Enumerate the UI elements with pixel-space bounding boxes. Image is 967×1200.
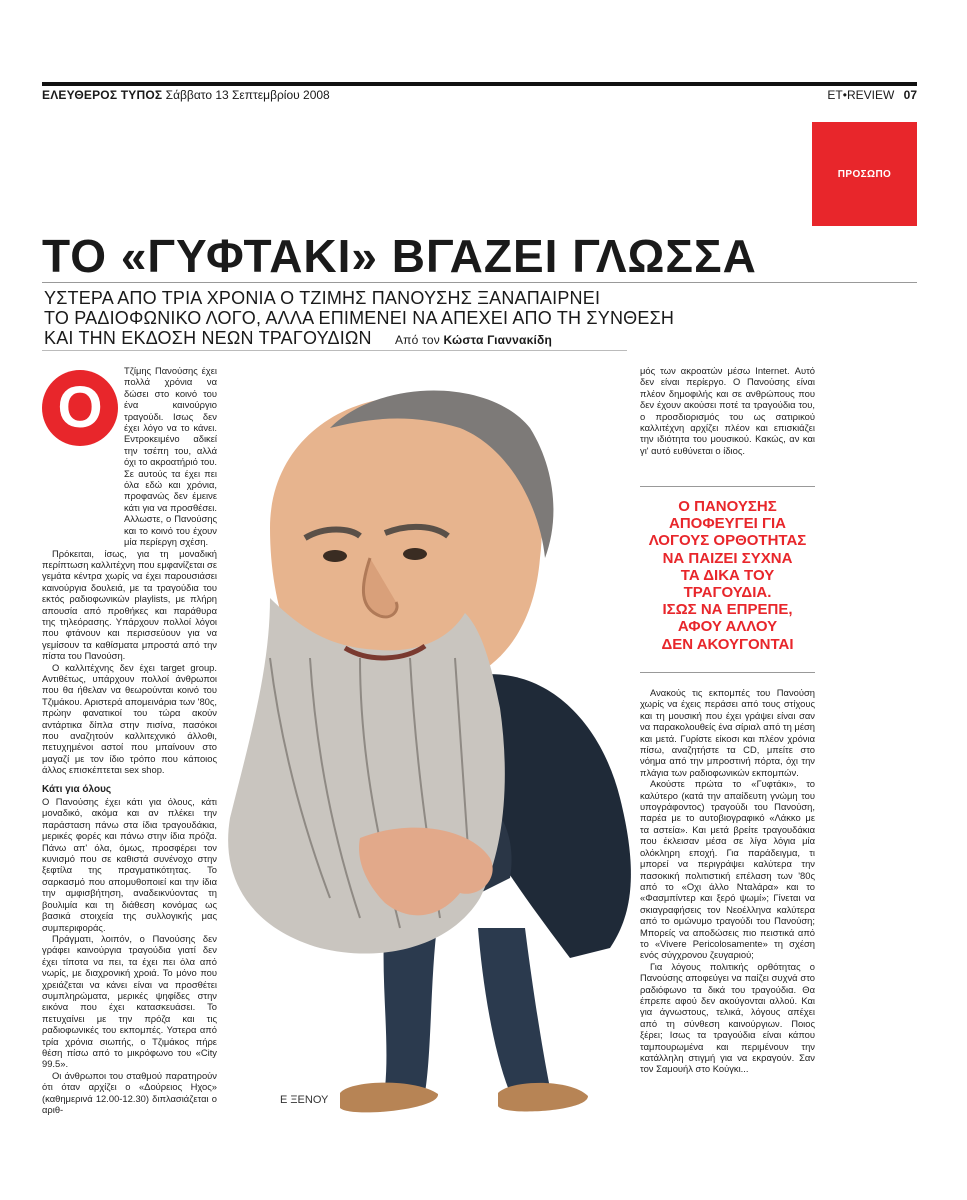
eye: [403, 548, 427, 560]
right-sandal: [498, 1083, 588, 1112]
paragraph: μός των ακροατών μέσω Internet. Αυτό δεν είναι περίεργο. Ο Πανούσης είναι πλέον δημοφιλής και σε ανθρώπους που δεν έχουν ακούσει ποτέ τα τραγούδια του, ο προσδιορισμός του ως σατιρικού καλλιτέχνη αρχίζει πλέον και επισκιάζει την ιδιότητα του μουσικού. Κακώς, αν και γι' αυτό ευθύνεται ο ίδιος.: [640, 365, 815, 456]
pull-quote-line: ΑΦΟΥ ΑΛΛΟΥ: [677, 618, 778, 636]
right-leg: [478, 928, 550, 1093]
paragraph: Ο καλλιτέχνης δεν έχει target group. Αντιθέτως, υπάρχουν πολλοί άνθρωποι που θα ήθελαν να θεωρούνται κοινό του Τζιμάκου. Αριστερά απομεινάρια των '80ς, πρώην φανατικοί του τώρα ακούν αντάρτικα δίπλα στην πισίνα, πασόκοι που αναζητούν καλλιτεχνικό άλλοθι, πετυχημένοι αστοί που μπαίνουν στο μαγαζί με τον ίδιο τρόπο που κάποιος άλλος επισκέπτεται sex shop.: [42, 661, 217, 776]
pull-quote-line: Ο ΠΑΝΟΥΣΗΣ: [678, 498, 777, 515]
page-number: 07: [903, 88, 917, 102]
byline: [395, 333, 552, 347]
headline: ΤΟ «ΓΥΦΤΑΚΙ» ΒΓΑΖΕΙ ΓΛΩΣΣΑ: [42, 230, 757, 282]
pull-quote-line: ΑΠΟΦΕΥΓΕΙ ΓΙΑ: [668, 515, 787, 533]
dropcap-letter: Ο: [57, 375, 103, 440]
section-header: [827, 88, 917, 102]
pull-quote-line: ΔΕΝ ΑΚΟΥΓΟΝΤΑΙ: [661, 635, 794, 653]
paragraph: Πρόκειται, ίσως, για τη μοναδική περίπτωση καλλιτέχνη που εμφανίζεται σε γεμάτα κέντρα χωρίς να έχει παρουσιάσει καινούργια δουλειά, με τα τραγούδια του εκτός ραδιοφωνικών playlists, με πλήρη απουσία από προθήκες και παράθυρα της τηλεόρασης. Υπάρχουν πολλοί λόγοι που φτάνουν και περισσεύουν για να γεμίσουν τα καθίσματα μπροστά από την πίστα του Πανούση.: [42, 547, 217, 662]
paragraph: Ο Πανούσης έχει κάτι για όλους, κάτι μοναδικό, ακόμα και αν πλέκει την παράσταση πάνω στα ίδια τραγουδάκια, μερικές φορές και πάνω στην ίδια πρόζα. Πάνω απ' όλα, όμως, προσφέρει τον κυνισμό που σε καθιστά συνένοχο στην ξεφτίλα της πραγματικότητας. Το σαρκασμό που απομυθοποιεί και την ίδια την αμφισβήτηση, αναδεικνύοντας τη βουλιμία και τη διάθεση κονόμας ως βασικά στοιχεία της συλλογικής μας συμπεριφοράς.: [42, 796, 217, 933]
column-top-rule: [42, 350, 627, 351]
subhead-line: ΚΑΙ ΤΗΝ ΕΚΔΟΣΗ ΝΕΩΝ ΤΡΑΓΟΥΔΙΩΝ: [44, 328, 372, 348]
signature: Ε ΞΕΝΟΥ: [280, 1094, 329, 1106]
section-label: ΕΤ•REVIEW: [827, 88, 895, 102]
section-tag-box: [812, 122, 917, 226]
subhead-line: ΥΣΤΕΡΑ ΑΠΟ ΤΡΙΑ ΧΡΟΝΙΑ Ο ΤΖΙΜΗΣ ΠΑΝΟΥΣΗΣ ΞΑΝΑΠΑΙΡΝΕΙ: [44, 288, 601, 308]
pull-quote-line: ΝΑ ΠΑΙΖΕΙ ΣΥΧΝΑ: [662, 549, 793, 567]
subhead-line: ΤΟ ΡΑΔΙΟΦΩΝΙΚΟ ΛΟΓΟ, ΑΛΛΑ ΕΠΙΜΕΝΕΙ ΝΑ ΑΠΕΧΕΙ ΑΠΟ ΤΗ ΣΥΝΘΕΣΗ: [44, 308, 675, 328]
section-subheading: Κάτι για όλους: [42, 783, 112, 795]
paper-name: ΕΛΕΥΘΕΡΟΣ ΤΥΠΟΣ: [42, 88, 163, 102]
subhead-line-with-byline: [44, 328, 744, 350]
issue-date: Σάββατο 13 Σεπτεμβρίου 2008: [165, 88, 330, 102]
left-column: [42, 365, 217, 1115]
byline-prefix: Από τον: [394, 333, 440, 347]
caricature-illustration: [210, 358, 660, 1158]
subheadline: [44, 288, 744, 350]
right-column-top: [640, 365, 815, 456]
paragraph: Ακούστε πρώτα το «Γυφτάκι», το καλύτερο (κατά την απαίδευτη γνώμη του υπογράφοντος) τραγούδι του Πανούση, παρέα με το αυτοβιογραφικό «Λάκκο με τα αστεία». Και μετά βρείτε τραγουδάκια που έκλεισαν μέσα σε λίγα λόγια μία ολόκληρη εποχή. Για παράδειγμα, τι μπορεί να περιγράψει καλύτερα την πασοκική πολιτιστική επέλαση των '80ς από το «Οχι άλλο Νταλάρα» και το «Φασμπίντερ και ξερό ψωμί»; Γίνεται να σκιαγραφήσεις τον Νεοέλληνα καλύτερα από το ομώνυμο τραγούδι του Πανούση; Μπορείς να αποδώσεις πιο πειστικά από το «Vivere Pericolosamente» τη σχέση ενός σύγχρονου ζευγαριού;: [640, 778, 815, 961]
byline-author: Κώστα Γιαννακίδη: [443, 333, 553, 347]
paragraph: Για λόγους πολιτικής ορθότητας ο Πανούσης αποφεύγει να παίζει συχνά στο ραδιόφωνο τα δικά του τραγούδια. Θα έπρεπε αφού δεν ακούγονται αλλού. Και για άγνωστους, τελικά, λόγους απέχει από τη σύνθεση καινούργιων. Ποιος ξέρει; Ισως τα τραγούδια είναι κάπου ταμπουρωμένα και περιμένουν την κατάλληλη στιγμή για να εκραγούν. Σαν τον Σαμουήλ στο Κούγκι...: [640, 960, 815, 1075]
right-column-bottom: [640, 687, 815, 1075]
paragraph: Οι άνθρωποι του σταθμού παρατηρούν ότι όταν αρχίζει ο «Δούρειος Ηχος» (καθημερινά 12.00-12.30) διπλασιάζεται ο αριθ-: [42, 1069, 217, 1115]
headline-rule: [42, 282, 917, 283]
section-tag: ΠΡΟΣΩΠΟ: [837, 168, 892, 180]
masthead: [42, 88, 330, 102]
header-rule: [42, 82, 917, 86]
pullquote-rule-top: [640, 486, 815, 487]
pull-quote-line: ΛΟΓΟΥΣ ΟΡΘΟΤΗΤΑΣ: [648, 532, 807, 550]
pull-quote-line: ΙΣΩΣ ΝΑ ΕΠΡΕΠΕ,: [662, 601, 793, 619]
eye: [323, 550, 347, 562]
paragraph: Πράγματι, λοιπόν, ο Πανούσης δεν γράφει καινούργια τραγούδια γιατί δεν έχει τίποτα να πει, τα έχει πει όλα από νωρίς, με διαχρονική χροιά. Το μόνο που χρειάζεται να κάνει είναι να προσθέτει συμπληρώματα, μερικές ψηφίδες στην εικόνα που έχει κατασκευάσει. Το πετυχαίνει με την πρόζα και τις ραδιοφωνικές του εκπομπές. Υστερα από τρία χρόνια σιωπής, ο Τζιμάκος πήρε θέση πίσω από το μικρόφωνο του «City 99.5».: [42, 932, 217, 1070]
pull-quote-line: ΤΑ ΔΙΚΑ ΤΟΥ: [680, 566, 775, 584]
pullquote-rule-bottom: [640, 672, 815, 673]
paragraph: Ανακούς τις εκπομπές του Πανούση χωρίς να έχεις περάσει από τους στίχους και τη μουσική που έχει γράψει είναι σαν να παρακολουθείς ένα σίριαλ από τη μέση και μετά. Γυρίστε είκοσι και πλέον χρόνια πίσω, αναζητήστε τα CD, μπείτε στο νόημα από την μπροστινή πόρτα, όχι την πλάγια των ραδιοφωνικών εκπομπών.: [640, 687, 816, 778]
pull-quote-line: ΤΡΑΓΟΥΔΙΑ.: [683, 584, 772, 602]
paragraph: Τζίμης Πανούσης έχει πολλά χρόνια να δώσει στο κοινό του ένα καινούργιο τραγούδι. Ισως δεν έχει λόγο να το κάνει. Εντροκειμένο αδικεί την τσέπη του, αλλά όχι το ακροατήριό του. Σε αυτούς τα έχει πει όλα εδώ και χρόνια, προφανώς δεν έμεινε κάτι για να προσθέσει. Αλλωστε, ο Πανούσης και το κοινό του έχουν μία περίεργη σχέση.: [124, 365, 217, 548]
